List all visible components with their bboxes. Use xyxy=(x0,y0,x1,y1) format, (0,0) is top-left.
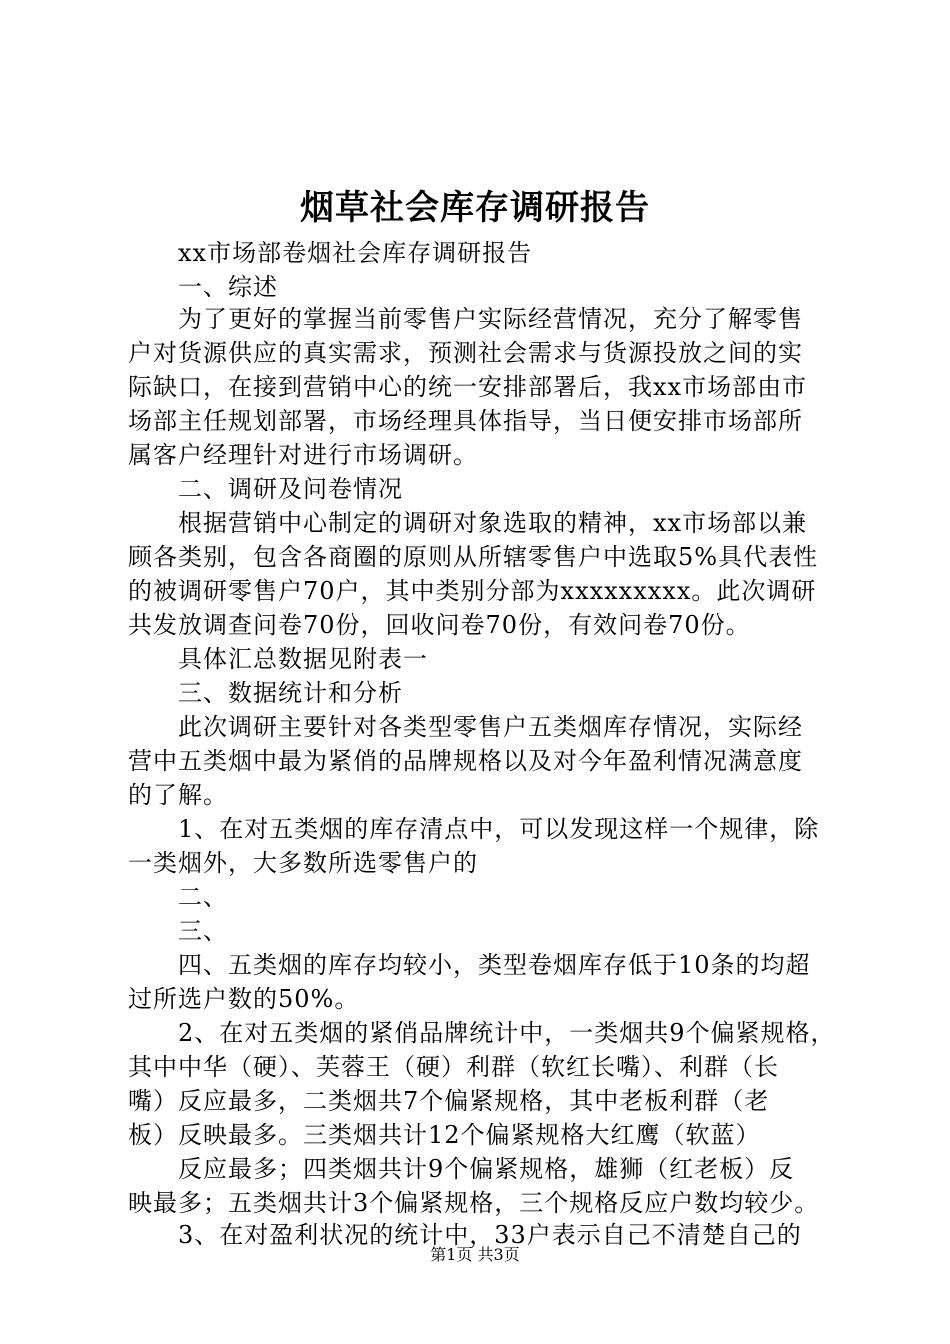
text-line: 际缺口，在接到营销中心的统一安排部署后，我xx市场部由市 xyxy=(128,373,808,401)
text-line: 的了解。 xyxy=(128,781,228,809)
text-line: 3、在对盈利状况的统计中，33户表示自己不清楚自己的 xyxy=(178,1221,802,1249)
text-line: 一类烟外，大多数所选零售户的 xyxy=(128,849,478,877)
text-line: 属客户经理针对进行市场调研。 xyxy=(128,441,478,469)
section-heading: 一、综述 xyxy=(178,273,278,301)
text-line: 1、在对五类烟的库存清点中，可以发现这样一个规律，除 xyxy=(178,815,820,843)
text-line: 板）反映最多。三类烟共计12个偏紧规格大红鹰（软蓝） xyxy=(128,1121,761,1149)
text-line: 场部主任规划部署，市场经理具体指导，当日便安排市场部所 xyxy=(128,407,803,435)
text-line: 共发放调查问卷70份，回收问卷70份，有效问卷70份。 xyxy=(128,611,751,639)
text-line: 顾各类别，包含各商圈的原则从所辖零售户中选取5%具代表性 xyxy=(128,543,819,571)
text-line: 映最多；五类烟共计3个偏紧规格，三个规格反应户数均较少。 xyxy=(128,1189,820,1217)
text-line: 四、五类烟的库存均较小，类型卷烟库存低于10条的均超 xyxy=(178,951,811,979)
text-line: 2、在对五类烟的紧俏品牌统计中，一类烟共9个偏紧规格， xyxy=(178,1019,836,1047)
text-line: 为了更好的掌握当前零售户实际经营情况，充分了解零售 xyxy=(178,305,803,333)
text-line: 嘴）反应最多，二类烟共7个偏紧规格，其中老板利群（老 xyxy=(128,1087,770,1115)
text-line: 此次调研主要针对各类型零售户五类烟库存情况，实际经 xyxy=(178,713,803,741)
section-heading: 二、调研及问卷情况 xyxy=(178,475,403,503)
page-footer: 第1页 共3页 xyxy=(430,1245,520,1264)
section-heading: 三、数据统计和分析 xyxy=(178,679,403,707)
text-line: 三、 xyxy=(178,917,228,945)
text-line: 具体汇总数据见附表一 xyxy=(178,645,428,673)
text-line: 根据营销中心制定的调研对象选取的精神，xx市场部以兼 xyxy=(178,509,808,537)
text-line: xx市场部卷烟社会库存调研报告 xyxy=(178,239,533,267)
document-title: 烟草社会库存调研报告 xyxy=(300,188,650,228)
text-line: 过所选户数的50%。 xyxy=(128,985,360,1013)
text-line: 反应最多；四类烟共计9个偏紧规格，雄狮（红老板）反 xyxy=(178,1155,795,1183)
text-line: 户对货源供应的真实需求，预测社会需求与货源投放之间的实 xyxy=(128,339,803,367)
text-line: 的被调研零售户70户，其中类别分部为xxxxxxxxx。此次调研 xyxy=(128,577,817,605)
text-line: 其中中华（硬）、芙蓉王（硬）利群（软红长嘴）、利群（长 xyxy=(128,1053,779,1081)
text-line: 二、 xyxy=(178,883,228,911)
text-line: 营中五类烟中最为紧俏的品牌规格以及对今年盈利情况满意度 xyxy=(128,747,803,775)
